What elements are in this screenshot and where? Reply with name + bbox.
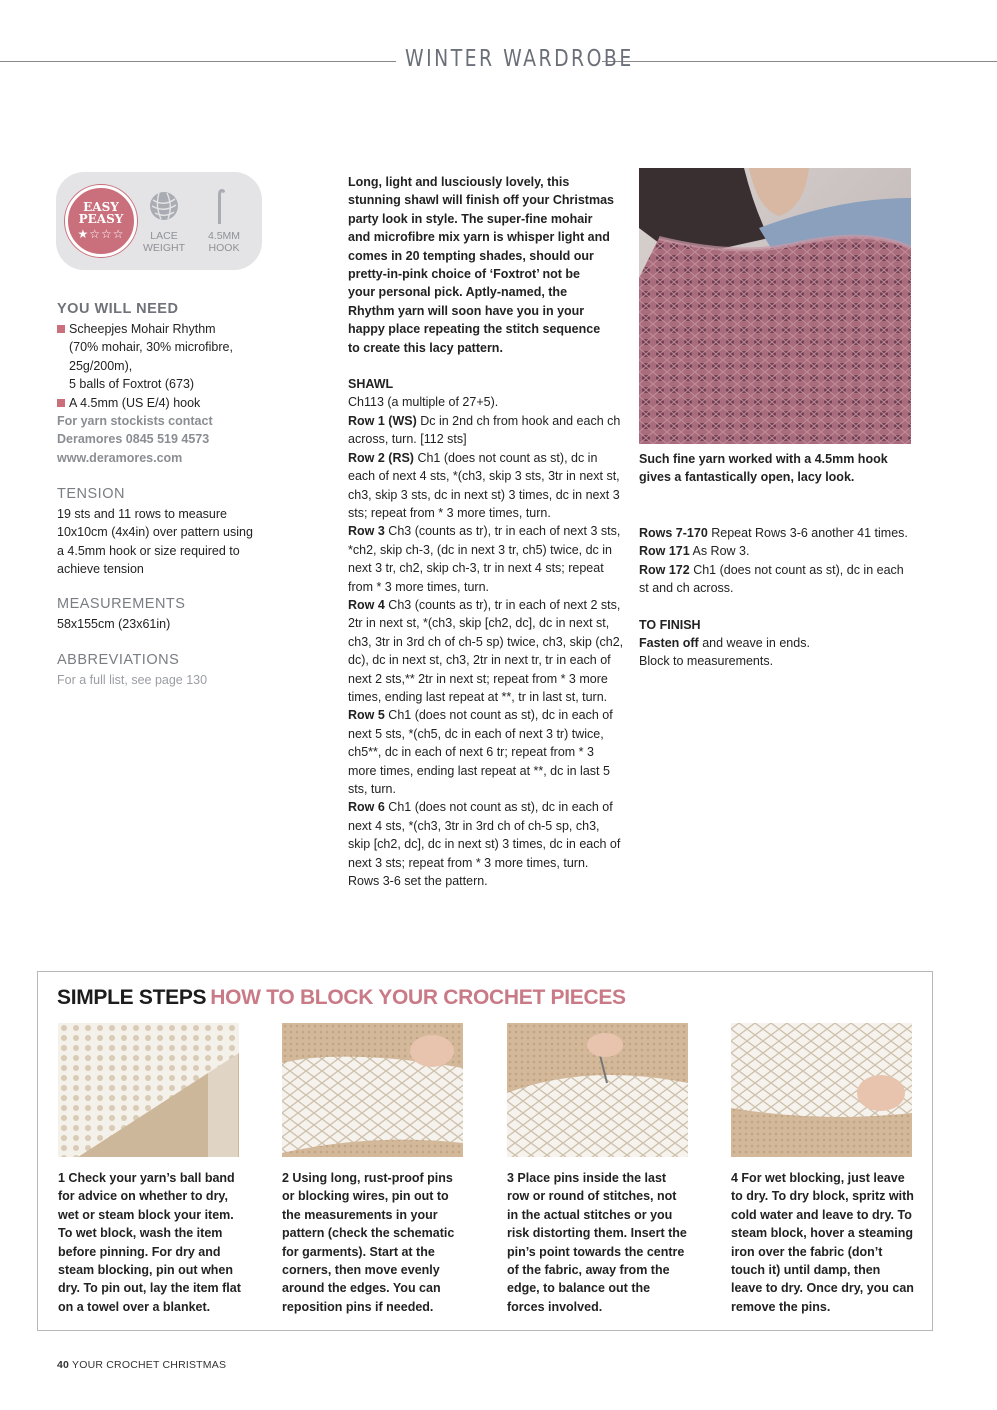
step-3-image: [507, 1023, 688, 1157]
difficulty-badge: [65, 185, 137, 257]
tension-heading: TENSION: [57, 486, 125, 502]
shawl-photo: [639, 168, 911, 444]
magazine-title: YOUR CROCHET CHRISTMAS: [69, 1359, 227, 1371]
step-1-image: [58, 1023, 239, 1157]
pattern-row: Row 3 Ch3 (counts as tr), tr in each of next 3 sts, *ch2, skip ch-3, (dc in next 3 tr, ch5) twice, dc in next 3 tr, ch2, skip ch-3, tr in next 4 sts; repeat from * 3 more times, turn.: [348, 524, 621, 594]
bullet-square: [57, 325, 65, 333]
step-2-text: 2 Using long, rust-proof pins or blocking wires, pin out to the measurements in your pattern (check the schematic for garments). Start at the corners, then move evenly around the edges. You can reposition pins if needed.: [282, 1171, 455, 1314]
pattern-row: Row 171 As Row 3.: [639, 544, 750, 559]
yarn-ball-icon: [149, 191, 179, 221]
materials-list: [57, 320, 277, 467]
stockist-info: For yarn stockists contact Deramores 0845 519 4573 www.deramores.com: [57, 414, 213, 465]
difficulty-line1: EASY: [83, 200, 119, 214]
pattern-column: [348, 173, 624, 890]
hook-size-label: 4.5MM HOOK: [207, 230, 241, 254]
pattern-row: Row 6 Ch1 (does not count as st), dc in each of next 4 sts, *(ch3, 3tr in 3rd ch of ch-5 sp, ch3, skip [ch2, dc], dc in next st) 3 times, dc in each of next 3 sts; repeat from * 3 more times, turn.: [348, 800, 621, 870]
pattern-row: Row 4 Ch3 (counts as tr), tr in each of next 2 sts, 2tr in next st, *(ch3, skip [ch2, dc], dc in next st, ch3, 3tr in 3rd ch of ch-5 sp) twice, ch3, skip (ch2, dc), dc in next st, ch3, 2tr in next tr, tr in each of next 2 sts,** 2tr in next st; repeat from * 3 more times, ending last repeat at **, tr in last st, turn.: [348, 597, 624, 704]
pattern-row: Rows 7-170 Repeat Rows 3-6 another 41 times.: [639, 526, 908, 540]
difficulty-stars: ★☆☆☆: [77, 227, 125, 241]
stockist-url[interactable]: www.deramores.com: [57, 450, 183, 465]
pattern-row: Row 172 Ch1 (does not count as st), dc in each st and ch across.: [639, 562, 904, 596]
step-4-text: 4 For wet blocking, just leave to dry. To dry block, spritz with cold water and leave to dry. To steam block, hover a steaming iron over the fabric (don’t touch it) until damp, then leave to dry. Once dry, you can remove the pins.: [731, 1171, 914, 1314]
crochet-hook-icon: [213, 188, 227, 224]
page-number: 40: [57, 1359, 70, 1371]
header-rule-left: [0, 61, 396, 62]
tension-text: 19 sts and 11 rows to measure 10x10cm (4x4in) over pattern using a 4.5mm hook or size required to achieve tension: [57, 507, 253, 577]
to-finish-text: Fasten off and weave in ends.: [639, 636, 810, 651]
to-finish-heading: TO FINISH: [639, 617, 701, 632]
pattern-row: Row 1 (WS) Dc in 2nd ch from hook and each ch across, turn. [112 sts]: [348, 413, 621, 447]
material-item-hook: A 4.5mm (US E/4) hook: [57, 394, 277, 412]
photo-caption: Such fine yarn worked with a 4.5mm hook gives a fantastically open, lacy look.: [639, 452, 888, 485]
step-2-image: [282, 1023, 463, 1157]
abbreviations-text: For a full list, see page 130: [57, 673, 208, 687]
intro-paragraph: Long, light and lusciously lovely, this stunning shawl will finish off your Christmas party look in style. The super-fine mohair and microfibre mix yarn is whisper light and comes in 20 tempting shades, should our pretty-in-pink choice of ‘Foxtrot’ not be your personal pick. Aptly-named, the Rhythm yarn will soon have you in your happy place repeating the stitch sequence to create this lacy pattern.: [348, 175, 614, 355]
shawl-heading: SHAWL: [348, 377, 394, 392]
pattern-continuation: [639, 524, 911, 671]
foundation-chain: Ch113 (a multiple of 27+5).: [348, 395, 499, 410]
abbreviations-heading: ABBREVIATIONS: [57, 652, 180, 668]
step-3-text: 3 Place pins inside the last row or round of stitches, not in the actual stitches or you risk distorting them. Insert the pin’s point towards the centre of the fabric, away from the edge, to balance out the forces involved.: [507, 1171, 687, 1314]
measurements-value: 58x155cm (23x61in): [57, 617, 171, 631]
pattern-info-badges: [56, 172, 262, 270]
you-will-need-heading: YOU WILL NEED: [57, 301, 179, 317]
pattern-row: Row 2 (RS) Ch1 (does not count as st), dc in each of next 4 sts, *(ch3, skip 3 sts, 3tr in next st, ch3, skip 3 sts, dc in next st) 3 times, dc in next 3 sts; repeat from * 3 more times, turn.: [348, 450, 620, 520]
difficulty-line2: PEASY: [78, 212, 124, 226]
to-finish-line2: Block to measurements.: [639, 654, 774, 669]
pattern-set-note: Rows 3-6 set the pattern.: [348, 874, 488, 889]
section-title: WINTER WARDROBE: [405, 46, 634, 72]
yarn-weight-label: LACE WEIGHT: [143, 230, 185, 254]
header-rule-right: [602, 61, 997, 62]
step-4-image: [731, 1023, 912, 1157]
material-item-yarn: Scheepjes Mohair Rhythm (70% mohair, 30% microfibre, 25g/200m), 5 balls of Foxtrot (673): [57, 320, 277, 394]
step-1-text: 1 Check your yarn’s ball band for advice on whether to dry, wet or steam block your item. To wet block, wash the item before pinning. For dry and steam blocking, pin out when dry. To pin out, lay the item flat on a towel over a blanket.: [58, 1171, 241, 1314]
simple-steps-title: SIMPLE STEPS HOW TO BLOCK YOUR CROCHET PIECES: [57, 986, 626, 1009]
bullet-square: [57, 399, 65, 407]
page-footer: [57, 1359, 226, 1371]
measurements-heading: MEASUREMENTS: [57, 596, 186, 612]
pattern-row: Row 5 Ch1 (does not count as st), dc in each of next 5 sts, *(ch5, dc in each of next 3 tr) twice, ch5**, dc in each of next 6 tr; repeat from * 3 more times, ending last repeat at **, dc in last 5 sts, turn.: [348, 708, 613, 796]
